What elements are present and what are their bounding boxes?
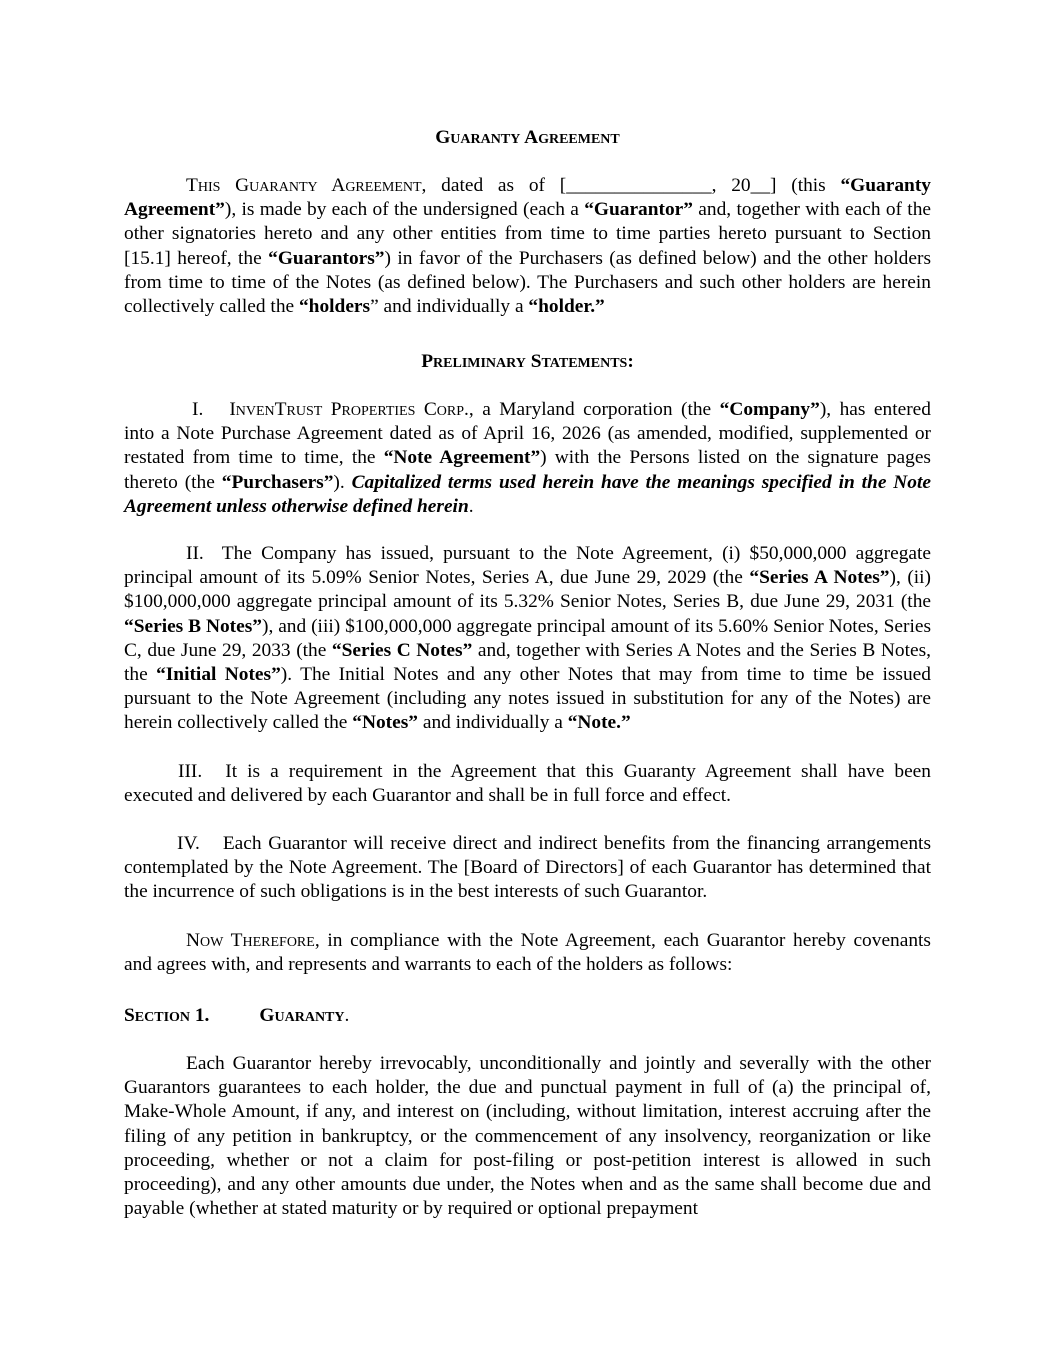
statement-text: and individually a — [417, 712, 568, 734]
now-therefore-text: , in compliance with the Note Agreement, each Guarantor hereby covenants and agrees with, and represents and warrants to each of the holders as follows: — [124, 930, 931, 976]
section-title: Guaranty — [259, 1005, 345, 1026]
defined-term: “Guarantor” — [584, 199, 693, 221]
company-name: InvenTrust Properties Corp. — [229, 399, 469, 420]
capitalized-terms-note: Capitalized terms used herein have the meanings specified in the Note Agreement unless otherwise defined herein — [124, 471, 932, 517]
section-title-period: . — [344, 1005, 350, 1026]
defined-term: “holders — [298, 296, 371, 318]
statement-text: Each Guarantor will receive direct and indirect benefits from the financing arrangements contemplated by the Note Agreement. The [Board of Directors] of each Guarantor has determined that the incurrence of such obligations is in the best interests of such Guarantor. — [124, 833, 931, 903]
defined-term: “Guarantors” — [268, 247, 385, 269]
defined-term: “holder.” — [528, 296, 605, 318]
statement-text: ). — [333, 471, 352, 493]
statement-number: I. — [192, 399, 204, 420]
intro-text: ) in favor of the Purchasers (as defined below) and the other holders from time to time of the Notes (as defined below). The Purchasers and such other holders are herein collectively called the — [124, 247, 931, 318]
intro-paragraph — [124, 174, 931, 319]
intro-text: ), is made by each of the undersigned (each a — [224, 199, 585, 221]
now-therefore-paragraph — [124, 929, 931, 977]
section-1-text: Each Guarantor hereby irrevocably, unconditionally and jointly and severally with the other Guarantors guarantees to each holder, the due and punctual payment in full of (a) the principal of, Make-Whole Amount, if any, and interest on (including, without limitation, interest accruing after the filing of any petition in bankruptcy, or the commencement of any insolvency, reorganization or like proceeding, whether or not a claim for post-filing or post-petition interest is allowed in such proceeding), and any other amounts due under, the Notes when and as the same shall become due and payable (whether at stated maturity or by required or optional prepayment — [124, 1053, 931, 1220]
statement-3 — [124, 760, 931, 808]
statement-1 — [124, 398, 931, 519]
intro-lead: This Guaranty Agreement — [186, 175, 422, 196]
defined-term: “Company” — [719, 399, 820, 420]
now-therefore-lead: Now Therefore — [186, 930, 315, 951]
statement-text: . — [468, 495, 474, 517]
intro-text: , dated as of [_______________, 20__] (this — [421, 175, 841, 196]
section-1-body — [124, 1052, 931, 1221]
statement-4 — [124, 832, 931, 905]
defined-term: “Notes” — [352, 712, 418, 734]
document-title: Guaranty Agreement — [435, 127, 620, 148]
defined-term: “Series A Notes” — [749, 567, 890, 589]
intro-text: ” and individually a — [370, 296, 529, 318]
statement-text: ), and (iii) $100,000,000 aggregate principal amount of its 5.60% Senior Notes, Series C, due June 29, 2033 (the — [124, 615, 931, 661]
statement-number: III. — [178, 761, 203, 782]
statement-text: ) with the Persons listed on the signature pages thereto (the — [124, 447, 931, 493]
statement-text: ), (ii) $100,000,000 aggregate principal amount of its 5.32% Senior Notes, Series B, due June 29, 2031 (the — [124, 567, 932, 613]
intro-text: and, together with each of the other signatories hereto and any other entities from time to time parties hereto pursuant to Section [15.1] hereof, the — [124, 199, 931, 269]
defined-term: “Initial Notes” — [156, 664, 281, 686]
defined-term: “Guaranty Agreement” — [124, 175, 931, 221]
statement-text: ). The Initial Notes and any other Notes that may from time to time be issued pursuant to the Note Agreement (including any notes issued in substitution for any of the Notes) are herein collectively called the — [124, 664, 931, 734]
statement-text: ), has entered into a Note Purchase Agreement dated as of April 16, 2026 (as amended, modified, supplemented or restated from time to time, the — [124, 399, 931, 469]
section-number: Section 1. — [124, 1005, 210, 1026]
statement-number: IV. — [177, 833, 200, 854]
defined-term: “Purchasers” — [221, 471, 334, 493]
preliminary-statements-heading: Preliminary Statements: — [421, 351, 634, 372]
statement-text: The Company has issued, pursuant to the Note Agreement, (i) $50,000,000 aggregate principal amount of its 5.09% Senior Notes, Series A, due June 29, 2029 (the — [124, 543, 931, 589]
statement-text: and, together with Series A Notes and the Series B Notes, the — [124, 639, 931, 686]
section-1-heading — [124, 1004, 349, 1028]
statement-text: It is a requirement in the Agreement that this Guaranty Agreement shall have been executed and delivered by each Guarantor and shall be in full force and effect. — [124, 761, 931, 807]
statement-text: , a Maryland corporation (the — [468, 399, 720, 420]
statement-number: II. — [186, 543, 204, 564]
defined-term: “Note.” — [567, 712, 631, 734]
defined-term: “Series C Notes” — [331, 639, 473, 661]
defined-term: “Note Agreement” — [383, 447, 541, 469]
defined-term: “Series B Notes” — [124, 615, 262, 637]
statement-2 — [124, 542, 931, 736]
